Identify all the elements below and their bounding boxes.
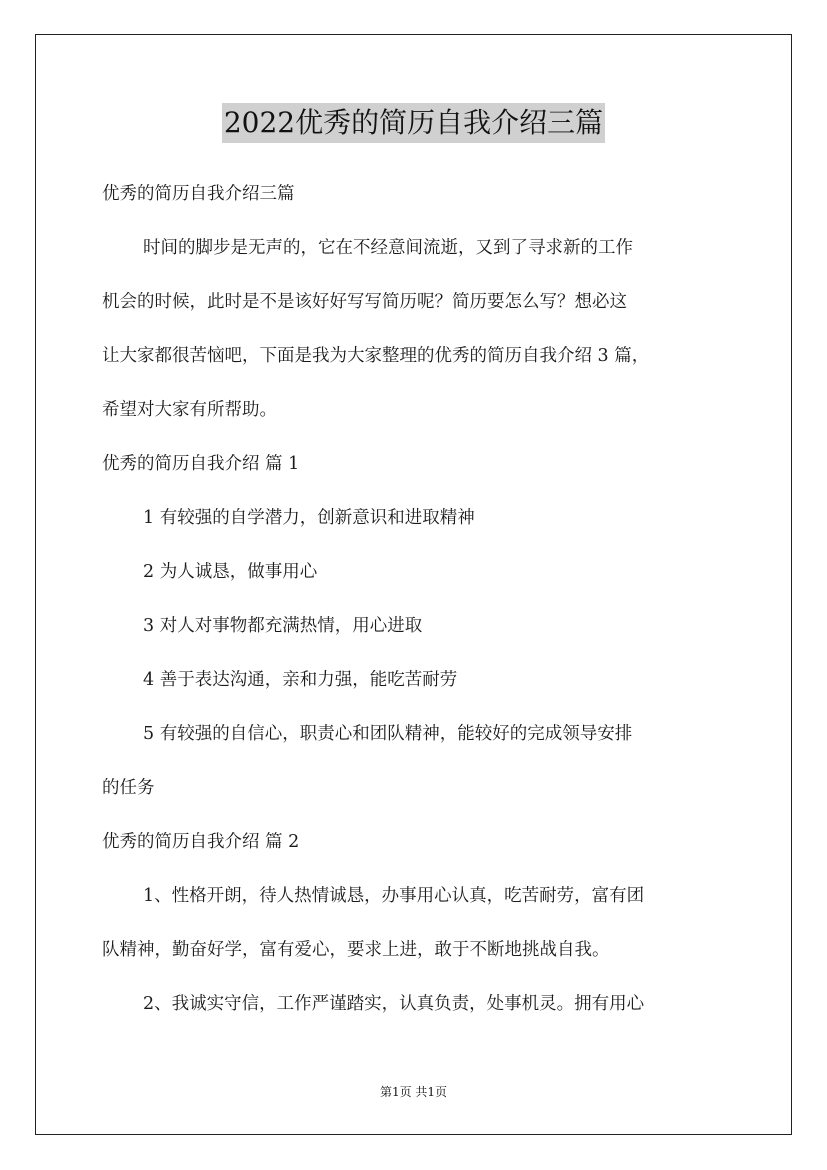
section-heading-2: 优秀的简历自我介绍 篇 2 [102, 832, 300, 852]
list-item-continuation: 的任务 [102, 778, 155, 798]
list-item: 2 为人诚恳，做事用心 [143, 562, 318, 582]
paragraph-line: 时间的脚步是无声的，它在不经意间流逝，又到了寻求新的工作 [143, 238, 633, 258]
section-heading-1: 优秀的简历自我介绍 篇 1 [102, 454, 300, 474]
list-item: 3 对人对事物都充满热情，用心进取 [143, 616, 423, 636]
document-title: 2022优秀的简历自我介绍三篇 [222, 103, 605, 143]
list-item: 1 有较强的自学潜力，创新意识和进取精神 [143, 508, 475, 528]
paragraph-line: 让大家都很苦恼吧，下面是我为大家整理的优秀的简历自我介绍 3 篇， [102, 346, 650, 366]
intro-heading: 优秀的简历自我介绍三篇 [102, 184, 295, 204]
list-item: 4 善于表达沟通，亲和力强，能吃苦耐劳 [143, 670, 458, 690]
title-container [0, 103, 827, 143]
list-item-continuation: 队精神，勤奋好学，富有爱心，要求上进，敢于不断地挑战自我。 [102, 940, 610, 960]
list-item: 1、性格开朗，待人热情诚恳，办事用心认真，吃苦耐劳，富有团 [143, 886, 645, 906]
list-item: 5 有较强的自信心，职责心和团队精神，能较好的完成领导安排 [143, 724, 633, 744]
page-number: 第1页 共1页 [379, 1085, 448, 1099]
list-item: 2、我诚实守信，工作严谨踏实，认真负责，处事机灵。拥有用心 [143, 994, 645, 1014]
paragraph-line: 机会的时候，此时是不是该好好写写简历呢？简历要怎么写？想必这 [102, 292, 627, 312]
paragraph-line: 希望对大家有所帮助。 [102, 400, 277, 420]
